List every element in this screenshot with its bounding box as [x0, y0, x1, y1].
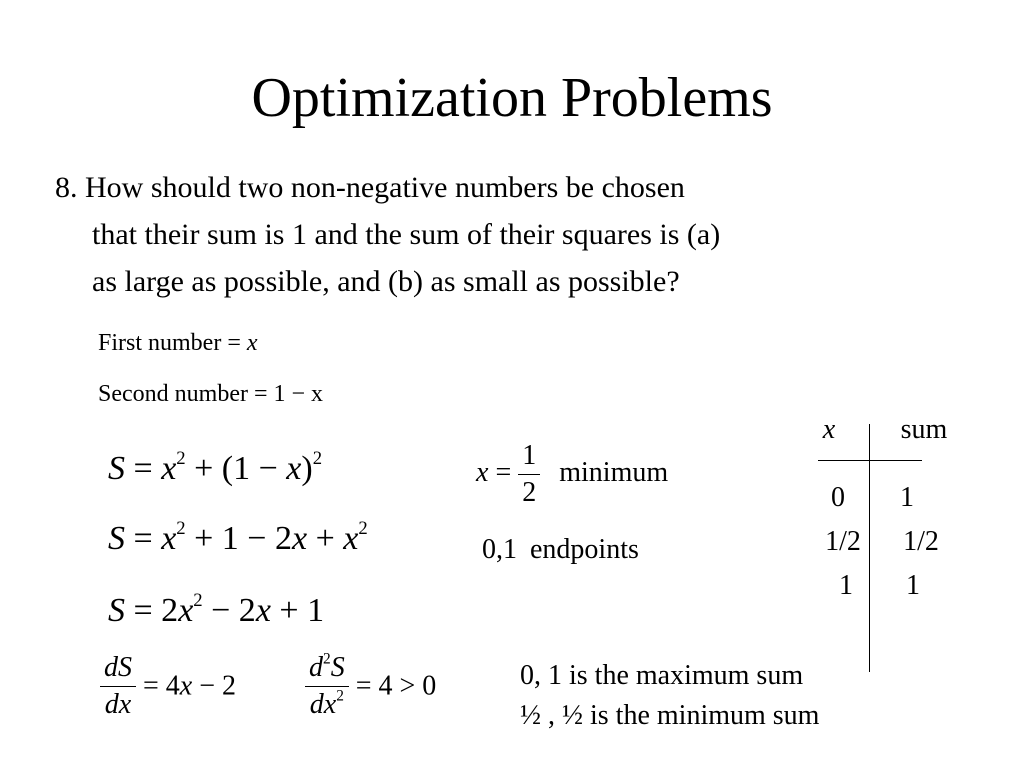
table-horizontal-rule [818, 460, 922, 461]
endpoints [482, 534, 639, 566]
table-cell: 1/2 [825, 526, 861, 557]
second-number-value: 1 − x [273, 381, 324, 407]
endpoints-value: 0,1 [482, 534, 517, 565]
second-number-label: Second number [98, 381, 248, 407]
question-line-2: that their sum is 1 and the sum of their squares is (a) [92, 218, 721, 251]
critical-label: minimum [559, 456, 669, 488]
table-cell: 1 [839, 570, 853, 601]
critical-denominator: 2 [522, 477, 537, 508]
second-derivative: $\frac{d^2S}{dx^2}$ = 4 > 0 [305, 652, 436, 721]
definition-first-number: First number = x [98, 330, 258, 356]
first-derivative: $\frac{dS}{dx}$ = 4x − 2 [100, 652, 236, 721]
table-header-sum: sum [900, 414, 948, 445]
critical-point: x = $\frac{1}{2}$ minimum [476, 440, 669, 508]
equation-3: $S = 2x^2 - 2x + 1$ [108, 590, 325, 629]
definition-second-number: Second number = 1 − x [98, 381, 324, 407]
page-title: Optimization Problems [251, 67, 773, 129]
critical-numerator: 1 [518, 440, 540, 475]
table-cell: 1/2 [903, 526, 939, 557]
endpoints-label: endpoints [530, 534, 639, 565]
first-number-label: First number [98, 330, 222, 356]
first-number-value: x [246, 330, 258, 356]
question-line-3: as large as possible, and (b) as small as possible? [92, 265, 680, 298]
equation-2: $S = x^2 + 1 - 2x + x^2$ [108, 518, 368, 557]
conclusion-maximum: 0, 1 is the maximum sum [520, 660, 804, 691]
table-header-x: x [822, 414, 836, 445]
conclusion-minimum: ½ , ½ is the minimum sum [520, 700, 820, 731]
table-cell: 1 [900, 482, 914, 513]
table-cell: 1 [906, 570, 920, 601]
question-line-1: 8. How should two non-negative numbers be chosen [55, 171, 685, 204]
critical-var: x [476, 456, 489, 488]
equation-1: $S = x^2 + (1 - x)^2$ [108, 448, 323, 487]
table-cell: 0 [831, 482, 845, 513]
